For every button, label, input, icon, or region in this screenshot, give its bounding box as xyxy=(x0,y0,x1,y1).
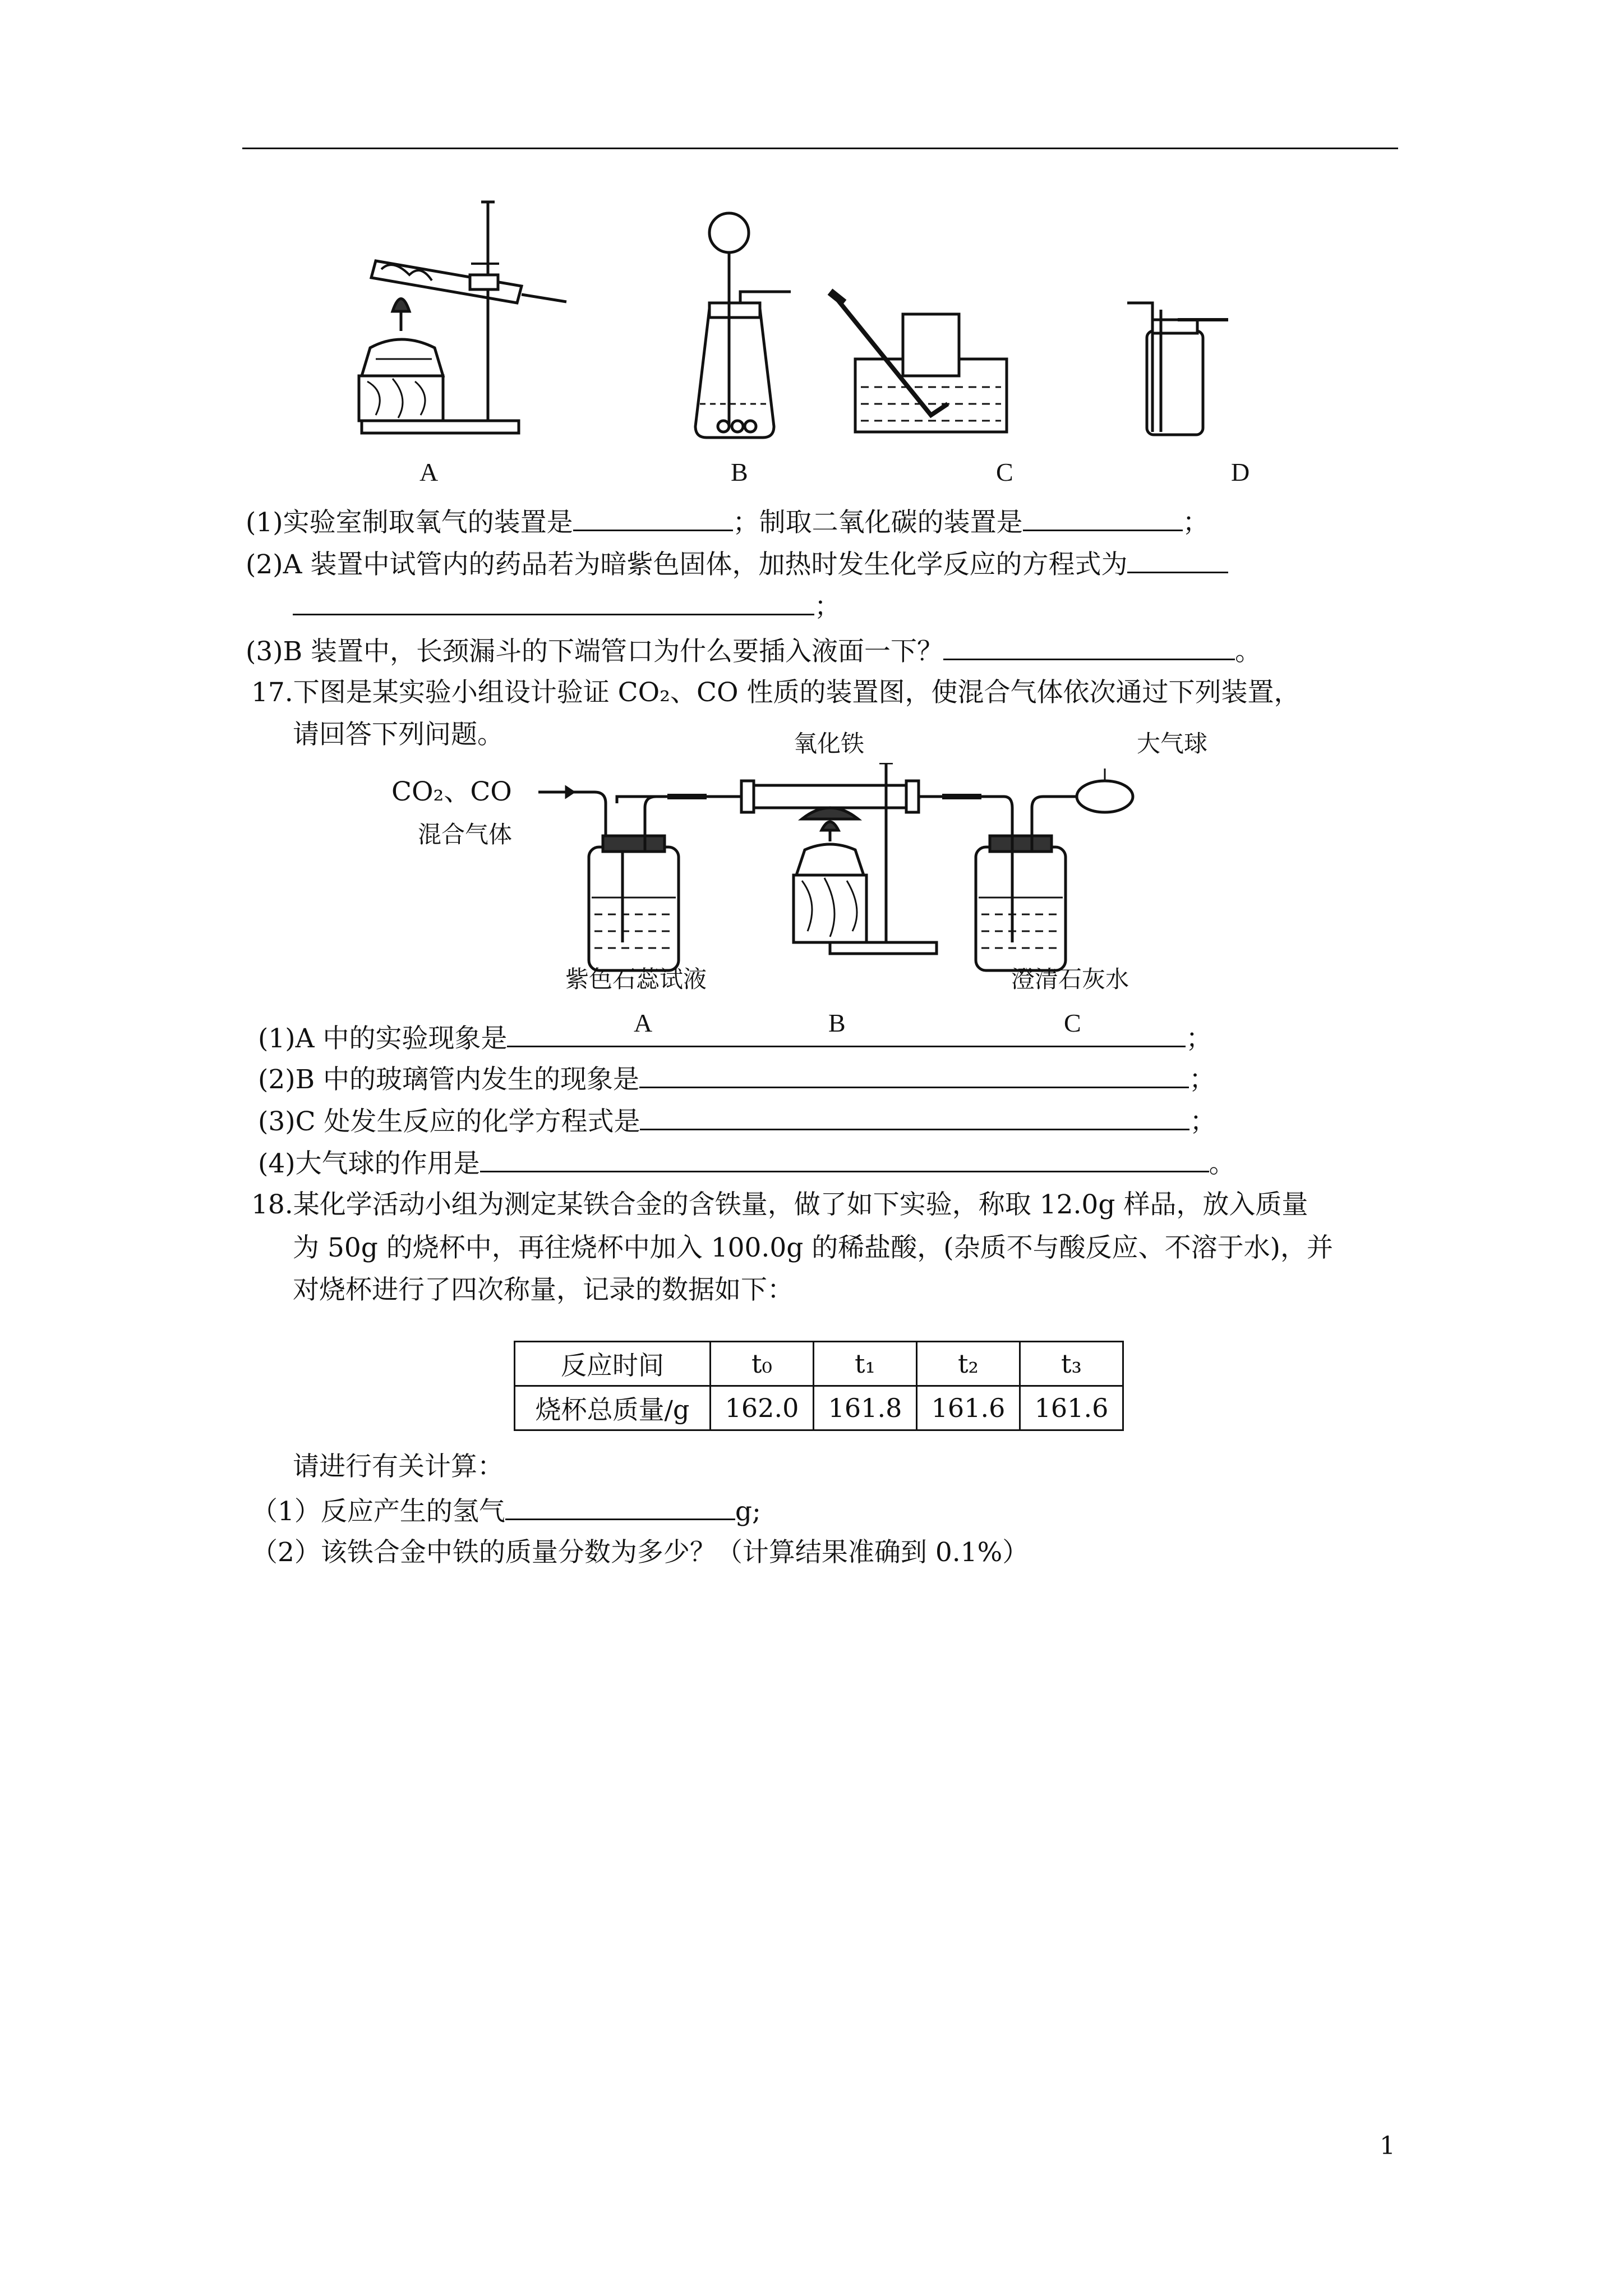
table-cell: t₃ xyxy=(1020,1342,1123,1386)
q16-part1: (1)实验室制取氧气的装置是 ；制取二氧化碳的装置是 ； xyxy=(246,505,1209,540)
q17-blank-a[interactable] xyxy=(507,1021,1186,1047)
q16-blank-equation-1[interactable] xyxy=(1127,547,1228,573)
fig1-label-a: A xyxy=(419,458,439,486)
table-cell: t₂ xyxy=(917,1342,1020,1386)
apparatus-figure-1 xyxy=(336,191,1290,454)
q16-blank-co2[interactable] xyxy=(1023,505,1183,531)
q16-part3: (3)B 装置中，长颈漏斗的下端管口为什么要插入液面一下？ 。 xyxy=(246,634,1261,669)
q18-stem-line2: 为 50g 的烧杯中，再往烧杯中加入 100.0g 的稀盐酸，(杂质不与酸反应、不溶于水)，并 xyxy=(293,1232,1333,1263)
q17-stem-line1: 17.下图是某实验小组设计验证 CO₂、CO 性质的装置图，使混合气体依次通过下列装置， xyxy=(251,677,1301,708)
gas-label: CO₂、CO xyxy=(391,776,512,807)
q18-calc-heading: 请进行有关计算： xyxy=(293,1451,504,1482)
table-cell: t₀ xyxy=(711,1342,814,1386)
litmus-label: 紫色石蕊试液 xyxy=(565,965,707,993)
header-rule xyxy=(242,148,1398,149)
q18-blank-hydrogen[interactable] xyxy=(505,1494,735,1520)
table-row xyxy=(515,1386,1123,1430)
fig1-label-d: D xyxy=(1231,458,1250,486)
q18-calc-2: （2）该铁合金中铁的质量分数为多少？（计算结果准确到 0.1%） xyxy=(251,1537,1029,1568)
fig2-label-c: C xyxy=(1064,1009,1081,1037)
balloon-label: 大气球 xyxy=(1137,730,1208,757)
q16-part2-cont: ； xyxy=(293,589,841,624)
fig1-label-c: C xyxy=(996,458,1013,486)
q17-blank-c[interactable] xyxy=(640,1104,1189,1130)
page-number: 1 xyxy=(1380,2132,1395,2160)
gas-sublabel: 混合气体 xyxy=(418,821,513,848)
fig2-label-b: B xyxy=(828,1009,846,1037)
q17-part4: (4)大气球的作用是 。 xyxy=(258,1146,1235,1181)
q17-blank-b[interactable] xyxy=(639,1062,1189,1088)
table-header-cell: 烧杯总质量/g xyxy=(515,1386,711,1430)
q17-part2: (2)B 中的玻璃管内发生的现象是 ； xyxy=(258,1062,1215,1097)
q18-calc-1: （1）反应产生的氢气 g; xyxy=(251,1494,761,1529)
apparatus-figure-2 xyxy=(538,763,1211,976)
q17-blank-balloon[interactable] xyxy=(480,1146,1209,1172)
fig2-label-a: A xyxy=(634,1009,653,1037)
q16-blank-oxygen[interactable] xyxy=(573,505,733,531)
q18-stem-line1: 18.某化学活动小组为测定某铁合金的含铁量，做了如下实验，称取 12.0g 样品，放入质量 xyxy=(251,1189,1308,1220)
mass-table xyxy=(514,1341,1124,1431)
table-cell: 161.8 xyxy=(814,1386,917,1430)
q16-blank-funnel[interactable] xyxy=(943,634,1235,660)
table-cell: t₁ xyxy=(814,1342,917,1386)
table-cell: 162.0 xyxy=(711,1386,814,1430)
table-row xyxy=(515,1342,1123,1386)
q18-stem-line3: 对烧杯进行了四次称量，记录的数据如下： xyxy=(293,1274,794,1305)
table-header-cell: 反应时间 xyxy=(515,1342,711,1386)
q17-stem-line2: 请回答下列问题。 xyxy=(293,719,504,750)
q16-blank-equation-2[interactable] xyxy=(293,589,814,615)
q17-part3: (3)C 处发生反应的化学方程式是 ； xyxy=(258,1104,1216,1139)
fig1-label-b: B xyxy=(731,458,748,486)
iron-oxide-label: 氧化铁 xyxy=(794,730,865,757)
q16-part2: (2)A 装置中试管内的药品若为暗紫色固体，加热时发生化学反应的方程式为 xyxy=(246,547,1228,582)
table-cell: 161.6 xyxy=(1020,1386,1123,1430)
limewater-label: 澄清石灰水 xyxy=(1011,965,1129,993)
q17-part1: (1)A 中的实验现象是 ； xyxy=(258,1021,1212,1056)
table-cell: 161.6 xyxy=(917,1386,1020,1430)
